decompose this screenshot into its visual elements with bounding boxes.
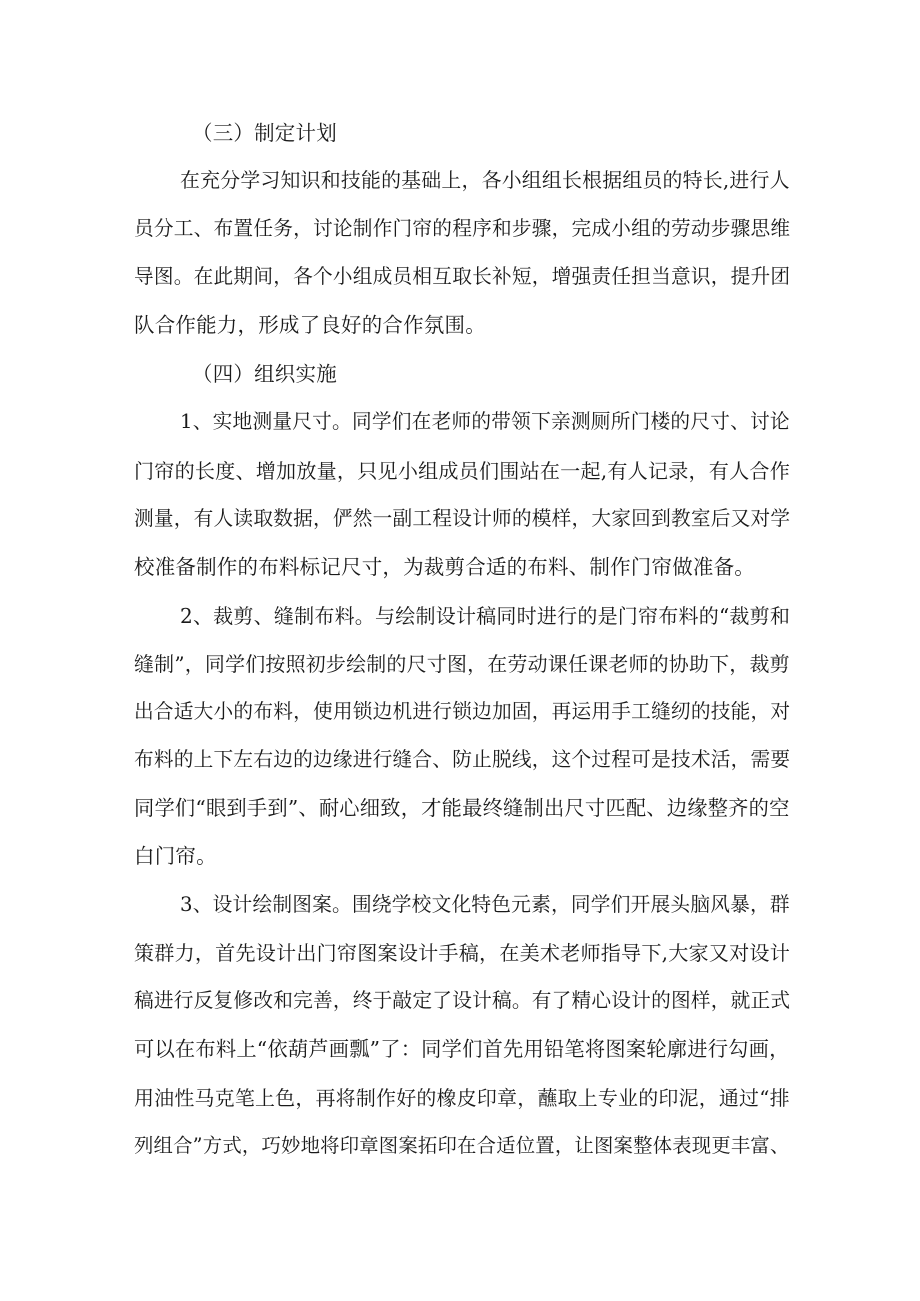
paragraph-line: 3、设计绘制图案。围绕学校文化特色元素，同学们开展头脑风暴，群	[180, 893, 790, 916]
paragraph-line: 布料的上下左右边的边缘进行缝合、防止脱线，这个过程可是技术活，需要	[134, 748, 791, 771]
paragraph-line: 1、实地测量尺寸。同学们在老师的带领下亲测厕所门楼的尺寸、讨论	[180, 410, 790, 433]
paragraph-line: 导图。在此期间，各个小组成员相互取长补短，增强责任担当意识，提升团	[134, 265, 791, 288]
paragraph-line: 门帘的长度、增加放量，只见小组成员们围站在一起,有人记录，有人合作	[134, 459, 790, 483]
paragraph-line: 列组合”方式，巧妙地将印章图案拓印在合适位置，让图案整体表现更丰富、	[134, 1134, 790, 1157]
paragraph-line: 策群力，首先设计出门帘图案设计手稿，在美术老师指导下,大家又对设计	[134, 941, 790, 965]
paragraph-line: 测量，有人读取数据，俨然一副工程设计师的模样，大家回到教室后又对学	[134, 507, 791, 530]
paragraph-line: 缝制”，同学们按照初步绘制的尺寸图，在劳动课任课老师的协助下，裁剪	[134, 652, 790, 676]
paragraph-line: 白门帘。	[134, 844, 217, 868]
paragraph-line: 稿进行反复修改和完善，终于敲定了设计稿。有了精心设计的图样，就正式	[134, 989, 791, 1012]
paragraph-line: 同学们“眼到手到”、耐心细致，才能最终缝制出尺寸匹配、边缘整齐的空	[134, 796, 790, 820]
paragraph-line: 员分工、布置任务，讨论制作门帘的程序和步骤，完成小组的劳动步骤思维	[134, 217, 791, 240]
section-heading-plan: （三）制定计划	[192, 121, 337, 145]
paragraph-line: 用油性马克笔上色，再将制作好的橡皮印章，蘸取上专业的印泥，通过“排	[134, 1086, 790, 1110]
section-heading-implementation: （四）组织实施	[192, 362, 337, 386]
paragraph-line: 队合作能力，形成了良好的合作氛围。	[134, 313, 486, 337]
paragraph-line: 2、裁剪、缝制布料。与绘制设计稿同时进行的是门帘布料的“裁剪和	[180, 604, 791, 628]
paragraph-line: 出合适大小的布料，使用锁边机进行锁边加固，再运用手工缝纫的技能，对	[134, 700, 791, 723]
paragraph-line: 在充分学习知识和技能的基础上，各小组组长根据组员的特长,进行人	[180, 169, 790, 192]
paragraph-line: 校准备制作的布料标记尺寸，为裁剪合适的布料、制作门帘做准备。	[134, 555, 755, 579]
paragraph-line: 可以在布料上“依葫芦画瓢”了：同学们首先用铅笔将图案轮廓进行勾画，	[134, 1037, 790, 1061]
